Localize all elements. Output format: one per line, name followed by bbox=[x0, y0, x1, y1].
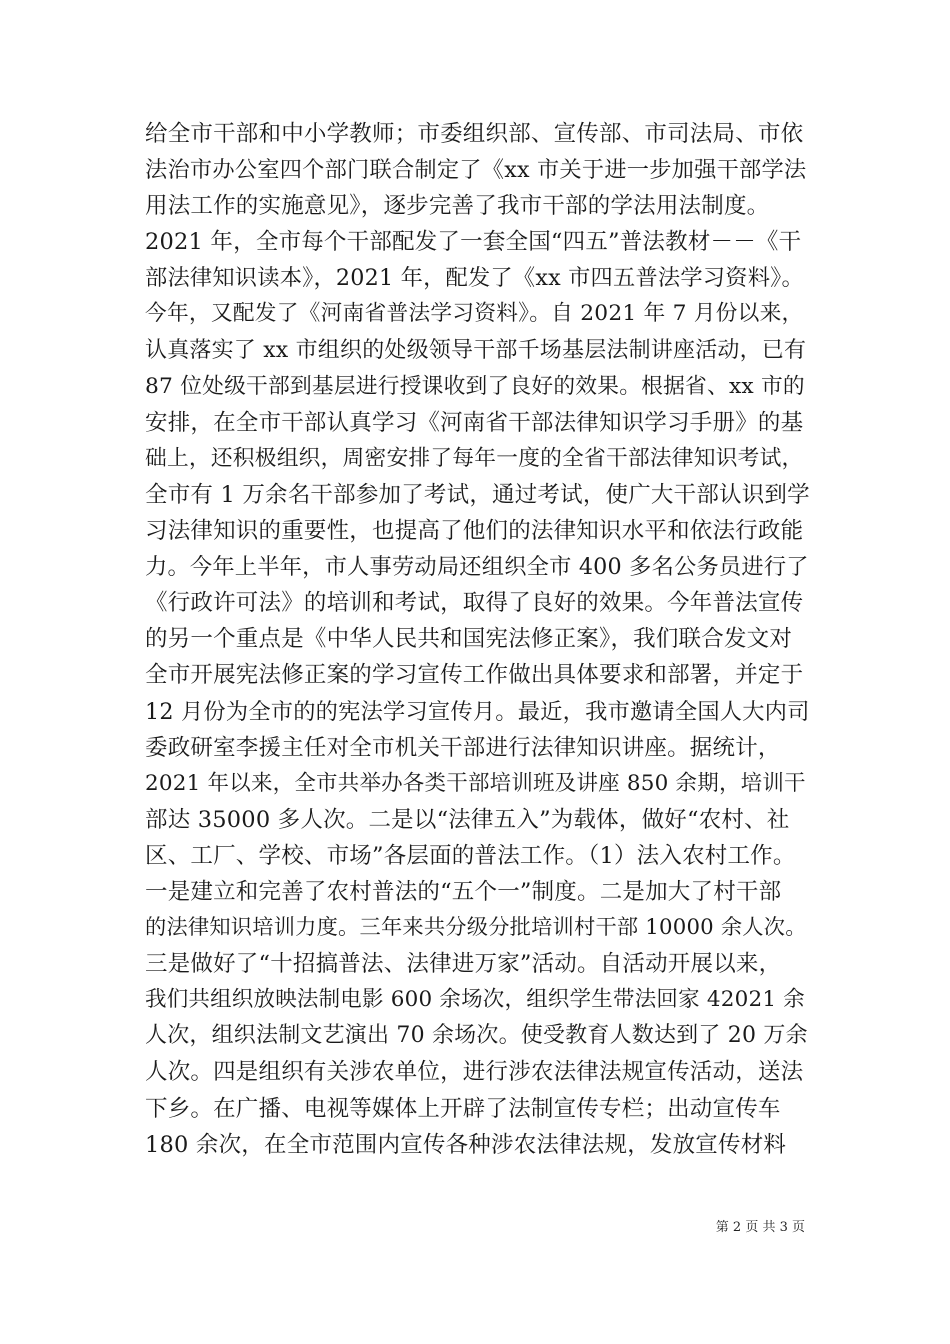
text-line: 的法律知识培训力度。三年来共分级分批培训村干部 10000 余人次。 bbox=[145, 915, 807, 941]
text-line: 用法工作的实施意见》，逐步完善了我市干部的学法用法制度。 bbox=[145, 193, 770, 220]
text-line: 2021 年以来，全市共举办各类干部培训班及讲座 850 余期，培训干 bbox=[145, 770, 806, 796]
text-line: 的另一个重点是《中华人民共和国宪法修正案》，我们联合发文对 bbox=[145, 626, 793, 653]
text-line: 给全市干部和中小学教师；市委组织部、宣传部、市司法局、市依 bbox=[145, 121, 804, 147]
page-number-footer: 第 2 页 共 3 页 bbox=[715, 1220, 805, 1235]
text-line: 人次，组织法制文艺演出 70 余场次。使受教育人数达到了 20 万余 bbox=[145, 1023, 808, 1049]
text-line: 力。今年上半年，市人事劳动局还组织全市 400 多名公务员进行了 bbox=[145, 554, 809, 581]
text-line: 人次。四是组织有关涉农单位，进行涉农法律法规宣传活动，送法 bbox=[145, 1059, 804, 1086]
text-line: 部法律知识读本》，2021 年，配发了《xx 市四五普法学习资料》。 bbox=[145, 265, 804, 292]
text-line: 础上，还积极组织，周密安排了每年一度的全省干部法律知识考试， bbox=[145, 445, 804, 471]
text-line: 87 位处级干部到基层进行授课收到了良好的效果。根据省、xx 市的 bbox=[145, 373, 805, 399]
text-line: 2021 年，全市每个干部配发了一套全国“四五”普法教材－－《干 bbox=[145, 229, 802, 256]
body-text bbox=[145, 116, 810, 1163]
text-line: 认真落实了 xx 市组织的处级领导干部千场基层法制讲座活动，已有 bbox=[145, 337, 807, 363]
text-line: 全市有 1 万余名干部参加了考试，通过考试，使广大干部认识到学 bbox=[145, 481, 810, 508]
text-line: 我们共组织放映法制电影 600 余场次，组织学生带法回家 42021 余 bbox=[145, 987, 805, 1013]
text-line: 安排，在全市干部认真学习《河南省干部法律知识学习手册》的基 bbox=[145, 409, 804, 436]
text-line: 法治市办公室四个部门联合制定了《xx 市关于进一步加强干部学法 bbox=[145, 157, 807, 184]
text-line: 180 余次，在全市范围内宣传各种涉农法律法规，发放宣传材料 bbox=[145, 1131, 787, 1158]
text-line: 下乡。在广播、电视等媒体上开辟了法制宣传专栏；出动宣传车 bbox=[145, 1095, 781, 1122]
text-line: 一是建立和完善了农村普法的“五个一”制度。二是加大了村干部 bbox=[145, 878, 782, 905]
text-line: 区、工厂、学校、市场”各层面的普法工作。（1）法入农村工作。 bbox=[145, 842, 796, 869]
text-line: 委政研室李援主任对全市机关干部进行法律知识讲座。据统计， bbox=[145, 734, 781, 761]
text-line: 习法律知识的重要性，也提高了他们的法律知识水平和依法行政能 bbox=[145, 518, 804, 545]
text-line: 全市开展宪法修正案的学习宣传工作做出具体要求和部署，并定于 bbox=[145, 662, 804, 689]
text-line: 部达 35000 多人次。二是以“法律五入”为载体，做好“农村、社 bbox=[145, 806, 790, 833]
text-line: 今年，又配发了《河南省普法学习资料》。自 2021 年 7 月份以来， bbox=[145, 301, 804, 327]
text-line: 三是做好了“十招搞普法、法律进万家”活动。自活动开展以来， bbox=[145, 951, 782, 978]
text-line: 《行政许可法》的培训和考试，取得了良好的效果。今年普法宣传 bbox=[145, 590, 804, 617]
text-line: 12 月份为全市的的宪法学习宣传月。最近，我市邀请全国人大内司 bbox=[145, 698, 810, 725]
